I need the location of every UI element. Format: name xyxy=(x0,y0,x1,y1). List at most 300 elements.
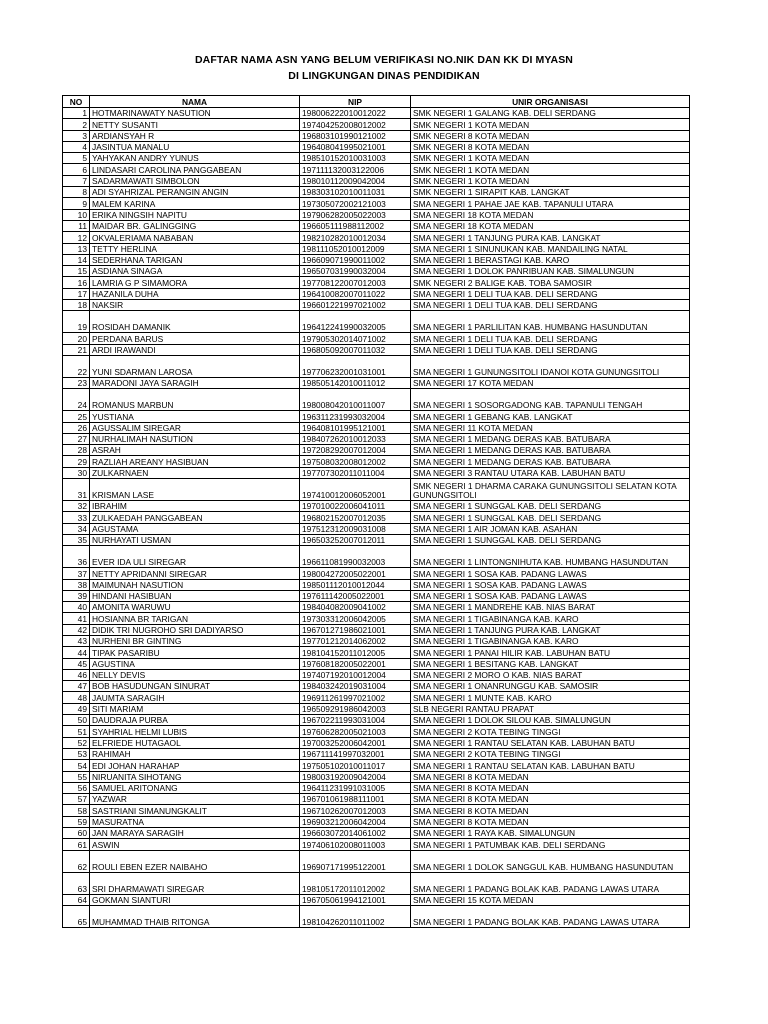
table-row xyxy=(63,141,690,152)
cell-nama: JAN MARAYA SARAGIH xyxy=(90,828,300,839)
cell-unit: SMA NEGERI 18 KOTA MEDAN xyxy=(411,209,690,220)
cell-nip: 197608182005022001 xyxy=(300,658,411,669)
cell-no: 33 xyxy=(63,512,90,523)
cell-nip: 196903212006042004 xyxy=(300,816,411,827)
cell-nama: SEDERHANA TARIGAN xyxy=(90,254,300,265)
table-row xyxy=(63,243,690,254)
cell-unit: SMA NEGERI 1 DELI TUA KAB. DELI SERDANG xyxy=(411,333,690,344)
cell-unit: SMK NEGERI 1 KOTA MEDAN xyxy=(411,153,690,164)
cell-nama: NETTY APRIDANNI SIREGAR xyxy=(90,568,300,579)
cell-no: 54 xyxy=(63,760,90,771)
table-row xyxy=(63,748,690,759)
cell-nip: 197410012006052001 xyxy=(300,479,411,501)
cell-no: 1 xyxy=(63,108,90,119)
cell-nama: LAMRIA G P SIMAMORA xyxy=(90,277,300,288)
cell-unit: SMA NEGERI 1 PATUMBAK KAB. DELI SERDANG xyxy=(411,839,690,850)
cell-no: 2 xyxy=(63,119,90,130)
table-row xyxy=(63,479,690,501)
cell-unit: SMA NEGERI 1 RANTAU SELATAN KAB. LABUHAN BATU xyxy=(411,760,690,771)
cell-no: 40 xyxy=(63,602,90,613)
document-title: DAFTAR NAMA ASN YANG BELUM VERIFIKASI NO.NIK DAN KK DI MYASN xyxy=(195,54,573,66)
cell-nama: SASTRIANI SIMANUNGKALIT xyxy=(90,805,300,816)
cell-unit: SMA NEGERI 1 BESITANG KAB. LANGKAT xyxy=(411,658,690,669)
cell-nama: ADI SYAHRIZAL PERANGIN ANGIN xyxy=(90,187,300,198)
cell-nip: 197010022006041011 xyxy=(300,501,411,512)
cell-unit: SMA NEGERI 1 TANJUNG PURA KAB. LANGKAT xyxy=(411,232,690,243)
cell-unit: SMA NEGERI 1 SOSA KAB. PADANG LAWAS xyxy=(411,590,690,601)
cell-nip: 196705061994121001 xyxy=(300,894,411,905)
cell-nama: KRISMAN LASE xyxy=(90,479,300,501)
cell-no: 6 xyxy=(63,164,90,175)
cell-nama: HAZANILA DUHA xyxy=(90,288,300,299)
table-row xyxy=(63,692,690,703)
cell-nama: DAUDRAJA PURBA xyxy=(90,715,300,726)
cell-unit: SMA NEGERI 1 PADANG BOLAK KAB. PADANG LAWAS UTARA xyxy=(411,872,690,894)
cell-unit: SMA NEGERI 1 SUNGGAL KAB. DELI SERDANG xyxy=(411,501,690,512)
cell-nama: AGUSTINA xyxy=(90,658,300,669)
cell-nama: NIRUANITA SIHOTANG xyxy=(90,771,300,782)
cell-nip: 198501112010012044 xyxy=(300,579,411,590)
cell-no: 26 xyxy=(63,422,90,433)
cell-unit: SMA NEGERI 1 DELI TUA KAB. DELI SERDANG xyxy=(411,288,690,299)
cell-nama: SADARMAWATI SIMBOLON xyxy=(90,175,300,186)
cell-nama: PERDANA BARUS xyxy=(90,333,300,344)
cell-nip: 198105172011012002 xyxy=(300,872,411,894)
cell-nama: ZULKARNAEN xyxy=(90,467,300,478)
cell-unit: SMA NEGERI 11 KOTA MEDAN xyxy=(411,422,690,433)
cell-nip: 197905302014071002 xyxy=(300,333,411,344)
table-row xyxy=(63,602,690,613)
cell-no: 35 xyxy=(63,534,90,545)
table-row xyxy=(63,624,690,635)
cell-no: 7 xyxy=(63,175,90,186)
cell-nip: 197111132003122006 xyxy=(300,164,411,175)
table-row xyxy=(63,771,690,782)
cell-no: 17 xyxy=(63,288,90,299)
cell-no: 60 xyxy=(63,828,90,839)
table-row xyxy=(63,760,690,771)
cell-no: 46 xyxy=(63,669,90,680)
table-row xyxy=(63,300,690,311)
cell-no: 47 xyxy=(63,681,90,692)
cell-no: 27 xyxy=(63,433,90,444)
table-row xyxy=(63,288,690,299)
header-no: NO xyxy=(63,96,90,108)
cell-no: 41 xyxy=(63,613,90,624)
cell-nama: ZULKAEDAH PANGGABEAN xyxy=(90,512,300,523)
cell-no: 39 xyxy=(63,590,90,601)
cell-nama: SITI MARIAM xyxy=(90,703,300,714)
cell-nip: 196412241990032005 xyxy=(300,311,411,333)
cell-unit: SMA NEGERI 1 PANAI HILIR KAB. LABUHAN BATU xyxy=(411,647,690,658)
cell-no: 65 xyxy=(63,905,90,927)
cell-no: 55 xyxy=(63,771,90,782)
cell-nama: EVER IDA ULI SIREGAR xyxy=(90,546,300,568)
cell-no: 8 xyxy=(63,187,90,198)
cell-nip: 196311231993032004 xyxy=(300,411,411,422)
table-row xyxy=(63,355,690,377)
cell-unit: SMA NEGERI 1 BERASTAGI KAB. KARO xyxy=(411,254,690,265)
table-row xyxy=(63,130,690,141)
table-row xyxy=(63,681,690,692)
cell-nama: TETTY HERLINA xyxy=(90,243,300,254)
cell-no: 61 xyxy=(63,839,90,850)
cell-no: 63 xyxy=(63,872,90,894)
cell-nama: NURHENI BR GINTING xyxy=(90,635,300,646)
table-row xyxy=(63,501,690,512)
cell-nip: 197708122007012003 xyxy=(300,277,411,288)
cell-no: 15 xyxy=(63,266,90,277)
cell-no: 9 xyxy=(63,198,90,209)
table-row xyxy=(63,389,690,411)
cell-nama: YUSTIANA xyxy=(90,411,300,422)
cell-unit: SMA NEGERI 8 KOTA MEDAN xyxy=(411,816,690,827)
cell-nip: 197505102010011017 xyxy=(300,760,411,771)
cell-unit: SMA NEGERI 1 GUNUNGSITOLI IDANOI KOTA GUNUNGSITOLI xyxy=(411,355,690,377)
cell-nip: 198104152011012005 xyxy=(300,647,411,658)
cell-no: 10 xyxy=(63,209,90,220)
cell-unit: SMA NEGERI 18 KOTA MEDAN xyxy=(411,220,690,231)
table-row xyxy=(63,828,690,839)
cell-unit: SMK NEGERI 2 BALIGE KAB. TOBA SAMOSIR xyxy=(411,277,690,288)
cell-unit: SMA NEGERI 1 DOLOK SANGGUL KAB. HUMBANG HASUNDUTAN xyxy=(411,850,690,872)
cell-nama: NURHAYATI USMAN xyxy=(90,534,300,545)
cell-nama: ELFRIEDE HUTAGAOL xyxy=(90,737,300,748)
table-row xyxy=(63,669,690,680)
table-row xyxy=(63,805,690,816)
cell-unit: SMA NEGERI 1 MANDREHE KAB. NIAS BARAT xyxy=(411,602,690,613)
cell-nip: 196609071990011002 xyxy=(300,254,411,265)
cell-nip: 196710262007012003 xyxy=(300,805,411,816)
cell-nama: ROMANUS MARBUN xyxy=(90,389,300,411)
cell-nip: 196701061988111001 xyxy=(300,794,411,805)
table-row xyxy=(63,613,690,624)
cell-nama: ASWIN xyxy=(90,839,300,850)
cell-no: 42 xyxy=(63,624,90,635)
table-row xyxy=(63,209,690,220)
cell-no: 34 xyxy=(63,523,90,534)
table-row xyxy=(63,108,690,119)
table-row xyxy=(63,839,690,850)
cell-no: 36 xyxy=(63,546,90,568)
cell-nama: OKVALERIAMA NABABAN xyxy=(90,232,300,243)
cell-nama: SYAHRIAL HELMI LUBIS xyxy=(90,726,300,737)
cell-nip: 198003192009042004 xyxy=(300,771,411,782)
cell-unit: SMA NEGERI 1 SOSA KAB. PADANG LAWAS xyxy=(411,579,690,590)
cell-no: 64 xyxy=(63,894,90,905)
cell-no: 31 xyxy=(63,479,90,501)
cell-nip: 197706232001031001 xyxy=(300,355,411,377)
cell-unit: SMA NEGERI 8 KOTA MEDAN xyxy=(411,771,690,782)
cell-unit: SMA NEGERI 1 TIGABINANGA KAB. KARO xyxy=(411,613,690,624)
cell-no: 52 xyxy=(63,737,90,748)
cell-unit: SMA NEGERI 1 MEDANG DERAS KAB. BATUBARA xyxy=(411,445,690,456)
cell-nip: 196711141997032001 xyxy=(300,748,411,759)
cell-unit: SMA NEGERI 1 SUNGGAL KAB. DELI SERDANG xyxy=(411,512,690,523)
cell-unit: SMA NEGERI 1 GEBANG KAB. LANGKAT xyxy=(411,411,690,422)
cell-no: 5 xyxy=(63,153,90,164)
cell-no: 4 xyxy=(63,141,90,152)
cell-nip: 196605111988112002 xyxy=(300,220,411,231)
cell-nip: 197707302011011004 xyxy=(300,467,411,478)
table-row xyxy=(63,579,690,590)
cell-no: 13 xyxy=(63,243,90,254)
cell-nama: MUHAMMAD THAIB RITONGA xyxy=(90,905,300,927)
cell-nama: HOTMARINAWATY NASUTION xyxy=(90,108,300,119)
table-row xyxy=(63,456,690,467)
cell-nip: 197606282005021003 xyxy=(300,726,411,737)
cell-nama: ROULI EBEN EZER NAIBAHO xyxy=(90,850,300,872)
cell-unit: SMK NEGERI 1 KOTA MEDAN xyxy=(411,164,690,175)
table-row xyxy=(63,175,690,186)
cell-no: 21 xyxy=(63,344,90,355)
cell-nama: NETTY SUSANTI xyxy=(90,119,300,130)
table-row xyxy=(63,344,690,355)
cell-no: 50 xyxy=(63,715,90,726)
cell-no: 28 xyxy=(63,445,90,456)
table-row xyxy=(63,794,690,805)
table-row xyxy=(63,703,690,714)
table-row xyxy=(63,411,690,422)
cell-nip: 197508032008012002 xyxy=(300,456,411,467)
cell-unit: SMA NEGERI 2 KOTA TEBING TINGGI xyxy=(411,748,690,759)
cell-unit: SMA NEGERI 1 DELI TUA KAB. DELI SERDANG xyxy=(411,344,690,355)
cell-nama: ARDI IRAWANDI xyxy=(90,344,300,355)
cell-nip: 197406102008011003 xyxy=(300,839,411,850)
table-row xyxy=(63,523,690,534)
cell-unit: SMA NEGERI 1 PADANG BOLAK KAB. PADANG LAWAS UTARA xyxy=(411,905,690,927)
cell-nip: 196408041995021001 xyxy=(300,141,411,152)
cell-no: 11 xyxy=(63,220,90,231)
cell-unit: SMA NEGERI 1 RANTAU SELATAN KAB. LABUHAN BATU xyxy=(411,737,690,748)
cell-no: 19 xyxy=(63,311,90,333)
cell-nip: 197404252008012002 xyxy=(300,119,411,130)
cell-nip: 196702211993031004 xyxy=(300,715,411,726)
cell-nama: AGUSSALIM SIREGAR xyxy=(90,422,300,433)
table-row xyxy=(63,187,690,198)
table-row xyxy=(63,445,690,456)
cell-nip: 196410082007011022 xyxy=(300,288,411,299)
cell-nama: YAZWAR xyxy=(90,794,300,805)
cell-no: 23 xyxy=(63,377,90,388)
cell-nama: AGUSTAMA xyxy=(90,523,300,534)
cell-unit: SMA NEGERI 1 ONANRUNGGU KAB. SAMOSIR xyxy=(411,681,690,692)
table-row xyxy=(63,782,690,793)
cell-unit: SMA NEGERI 1 PARLILITAN KAB. HUMBANG HASUNDUTAN xyxy=(411,311,690,333)
cell-nip: 198210282010012034 xyxy=(300,232,411,243)
cell-nama: ERIKA NINGSIH NAPITU xyxy=(90,209,300,220)
cell-nip: 196509291986042003 xyxy=(300,703,411,714)
cell-nip: 196803101990121002 xyxy=(300,130,411,141)
cell-unit: SLB NEGERI RANTAU PRAPAT xyxy=(411,703,690,714)
table-row xyxy=(63,220,690,231)
cell-no: 25 xyxy=(63,411,90,422)
header-unit: UNIR ORGANISASI xyxy=(411,96,690,108)
table-row xyxy=(63,726,690,737)
cell-unit: SMA NEGERI 8 KOTA MEDAN xyxy=(411,782,690,793)
table-row xyxy=(63,568,690,579)
cell-unit: SMA NEGERI 1 TANJUNG PURA KAB. LANGKAT xyxy=(411,624,690,635)
cell-nama: EDI JOHAN HARAHAP xyxy=(90,760,300,771)
table-row xyxy=(63,894,690,905)
table-body xyxy=(63,108,690,928)
cell-nama: IBRAHIM xyxy=(90,501,300,512)
cell-nama: GOKMAN SIANTURI xyxy=(90,894,300,905)
cell-no: 57 xyxy=(63,794,90,805)
cell-nama: JASINTUA MANALU xyxy=(90,141,300,152)
cell-nama: NELLY DEVIS xyxy=(90,669,300,680)
cell-no: 37 xyxy=(63,568,90,579)
cell-nama: HOSIANNA BR TARIGAN xyxy=(90,613,300,624)
cell-unit: SMK NEGERI 1 GALANG KAB. DELI SERDANG xyxy=(411,108,690,119)
table-row xyxy=(63,164,690,175)
cell-unit: SMA NEGERI 8 KOTA MEDAN xyxy=(411,805,690,816)
cell-nip: 196805092007011032 xyxy=(300,344,411,355)
cell-no: 49 xyxy=(63,703,90,714)
cell-unit: SMA NEGERI 1 SOSORGADONG KAB. TAPANULI TENGAH xyxy=(411,389,690,411)
cell-no: 16 xyxy=(63,277,90,288)
cell-nama: NURHALIMAH NASUTION xyxy=(90,433,300,444)
table-row xyxy=(63,254,690,265)
cell-unit: SMA NEGERI 15 KOTA MEDAN xyxy=(411,894,690,905)
table-row xyxy=(63,647,690,658)
cell-unit: SMA NEGERI 1 PAHAE JAE KAB. TAPANULI UTARA xyxy=(411,198,690,209)
cell-nama: ROSIDAH DAMANIK xyxy=(90,311,300,333)
cell-unit: SMA NEGERI 1 AIR JOMAN KAB. ASAHAN xyxy=(411,523,690,534)
cell-nama: YAHYAKAN ANDRY YUNUS xyxy=(90,153,300,164)
cell-no: 29 xyxy=(63,456,90,467)
cell-nip: 196701271986021001 xyxy=(300,624,411,635)
cell-unit: SMA NEGERI 1 DOLOK PANRIBUAN KAB. SIMALUNGUN xyxy=(411,266,690,277)
table-row xyxy=(63,377,690,388)
cell-nip: 198006222010012022 xyxy=(300,108,411,119)
document-subtitle: DI LINGKUNGAN DINAS PENDIDIKAN xyxy=(288,70,480,82)
cell-unit: SMA NEGERI 1 SOSA KAB. PADANG LAWAS xyxy=(411,568,690,579)
cell-unit: SMA NEGERI 1 SUNGGAL KAB. DELI SERDANG xyxy=(411,534,690,545)
cell-nip: 198303102010011031 xyxy=(300,187,411,198)
cell-unit: SMK NEGERI 1 DHARMA CARAKA GUNUNGSITOLI SELATAN KOTA GUNUNGSITOLI xyxy=(411,479,690,501)
cell-unit: SMA NEGERI 1 DELI TUA KAB. DELI SERDANG xyxy=(411,300,690,311)
cell-nama: MAIDAR BR. GALINGGING xyxy=(90,220,300,231)
table-row xyxy=(63,905,690,927)
table-row xyxy=(63,512,690,523)
cell-no: 45 xyxy=(63,658,90,669)
table-row xyxy=(63,433,690,444)
cell-nip: 196503252007012011 xyxy=(300,534,411,545)
cell-nama: RAZLIAH AREANY HASIBUAN xyxy=(90,456,300,467)
cell-nip: 198403242019031004 xyxy=(300,681,411,692)
cell-nip: 196507031990032004 xyxy=(300,266,411,277)
table-row xyxy=(63,850,690,872)
cell-unit: SMA NEGERI 1 MUNTE KAB. KARO xyxy=(411,692,690,703)
cell-nama: MAIMUNAH NASUTION xyxy=(90,579,300,590)
cell-no: 51 xyxy=(63,726,90,737)
cell-nama: BOB HASUDUNGAN SINURAT xyxy=(90,681,300,692)
cell-nip: 198510152010031003 xyxy=(300,153,411,164)
cell-nama: LINDASARI CAROLINA PANGGABEAN xyxy=(90,164,300,175)
cell-no: 20 xyxy=(63,333,90,344)
cell-nip: 197303312006042005 xyxy=(300,613,411,624)
cell-nama: RAHIMAH xyxy=(90,748,300,759)
table-row xyxy=(63,422,690,433)
table-row xyxy=(63,119,690,130)
cell-unit: SMA NEGERI 17 KOTA MEDAN xyxy=(411,377,690,388)
cell-no: 30 xyxy=(63,467,90,478)
cell-nip: 197611142005022001 xyxy=(300,590,411,601)
table-row xyxy=(63,311,690,333)
cell-nama: TIPAK PASARIBU xyxy=(90,647,300,658)
cell-nip: 198407262010012033 xyxy=(300,433,411,444)
cell-nama: YUNI SDARMAN LAROSA xyxy=(90,355,300,377)
cell-nip: 196911261997021002 xyxy=(300,692,411,703)
cell-unit: SMA NEGERI 1 MEDANG DERAS KAB. BATUBARA xyxy=(411,433,690,444)
cell-nama: SRI DHARMAWATI SIREGAR xyxy=(90,872,300,894)
header-nip: NIP xyxy=(300,96,411,108)
cell-no: 24 xyxy=(63,389,90,411)
cell-nama: ARDIANSYAH R xyxy=(90,130,300,141)
cell-nama: JAUMTA SARAGIH xyxy=(90,692,300,703)
table-header-row xyxy=(63,96,690,108)
cell-no: 53 xyxy=(63,748,90,759)
cell-nama: MASURATNA xyxy=(90,816,300,827)
cell-nip: 198404082009041002 xyxy=(300,602,411,613)
table-row xyxy=(63,816,690,827)
cell-unit: SMK NEGERI 8 KOTA MEDAN xyxy=(411,130,690,141)
cell-nip: 198104262011011002 xyxy=(300,905,411,927)
table-row xyxy=(63,277,690,288)
cell-no: 56 xyxy=(63,782,90,793)
table-row xyxy=(63,872,690,894)
cell-nip: 196411231991031005 xyxy=(300,782,411,793)
cell-nip: 196601221997021002 xyxy=(300,300,411,311)
cell-no: 59 xyxy=(63,816,90,827)
cell-no: 32 xyxy=(63,501,90,512)
cell-nama: DIDIK TRI NUGROHO SRI DADIYARSO xyxy=(90,624,300,635)
cell-nip: 198008042010011007 xyxy=(300,389,411,411)
header-nama: NAMA xyxy=(90,96,300,108)
cell-nama: NAKSIR xyxy=(90,300,300,311)
table-row xyxy=(63,333,690,344)
cell-unit: SMA NEGERI 2 KOTA TEBING TINGGI xyxy=(411,726,690,737)
table-row xyxy=(63,232,690,243)
cell-no: 14 xyxy=(63,254,90,265)
cell-nip: 198010112009042004 xyxy=(300,175,411,186)
cell-nip: 198505142010011012 xyxy=(300,377,411,388)
cell-nama: MALEM KARINA xyxy=(90,198,300,209)
cell-nama: SAMUEL ARITONANG xyxy=(90,782,300,793)
cell-no: 12 xyxy=(63,232,90,243)
cell-nip: 196603072014061002 xyxy=(300,828,411,839)
cell-nip: 197701212014062002 xyxy=(300,635,411,646)
cell-no: 18 xyxy=(63,300,90,311)
cell-nip: 197906282005022003 xyxy=(300,209,411,220)
cell-unit: SMK NEGERI 1 SIRAPIT KAB. LANGKAT xyxy=(411,187,690,198)
cell-nama: MARADONI JAYA SARAGIH xyxy=(90,377,300,388)
cell-nip: 196408101995121001 xyxy=(300,422,411,433)
cell-unit: SMA NEGERI 8 KOTA MEDAN xyxy=(411,794,690,805)
cell-no: 48 xyxy=(63,692,90,703)
cell-no: 62 xyxy=(63,850,90,872)
table-row xyxy=(63,635,690,646)
cell-no: 3 xyxy=(63,130,90,141)
table-row xyxy=(63,534,690,545)
table-row xyxy=(63,737,690,748)
cell-unit: SMA NEGERI 1 LINTONGNIHUTA KAB. HUMBANG HASUNDUTAN xyxy=(411,546,690,568)
cell-no: 58 xyxy=(63,805,90,816)
cell-unit: SMA NEGERI 2 MORO O KAB. NIAS BARAT xyxy=(411,669,690,680)
cell-nip: 197208292007012004 xyxy=(300,445,411,456)
cell-nip: 197512312009031008 xyxy=(300,523,411,534)
